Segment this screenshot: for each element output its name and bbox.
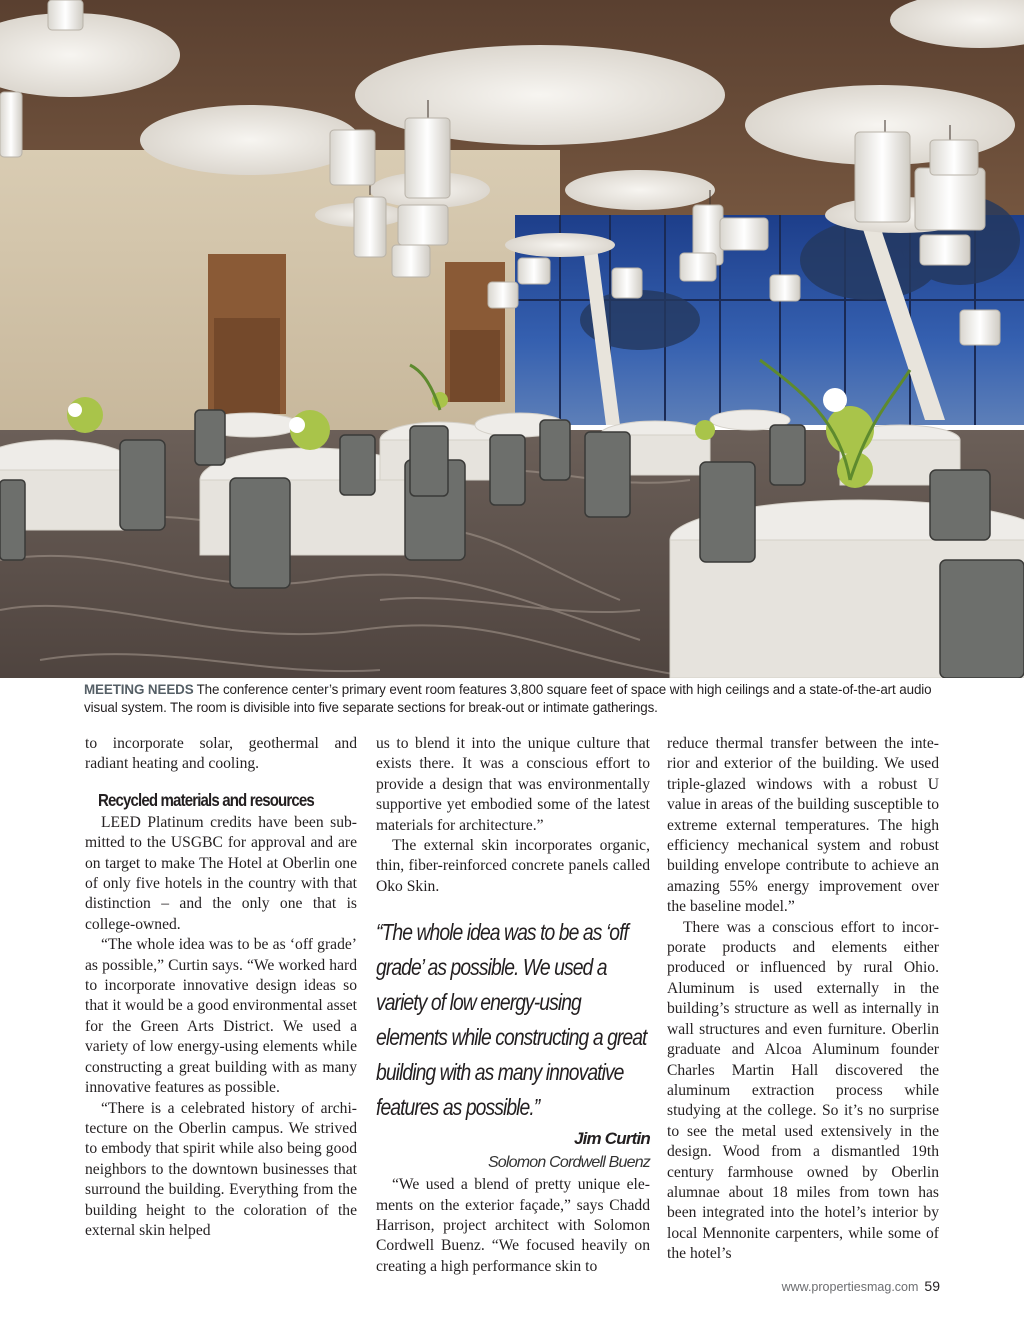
article-column-1 <box>85 734 357 1241</box>
paragraph: There was a conscious effort to incorporate products and elements either produced or influenced by rural Ohio. Aluminum is used externally in the building’s structure as well as internally in wall structures and even furniture. Oberlin graduate and Alcoa Aluminum founder Charles Martin Hall discovered the aluminum extraction process while studying at the college. So it’s no surprise to see the metal used extensively in the design. Wood from a dismantled 19th century farmhouse owned by Oberlin alumnae about 18 miles from town has been integrated into the hotel’s interior by local Mennonite carpenters, while some of the hotel’s <box>667 918 939 1263</box>
pull-quote: “The whole idea was to be as ‘off grade’ as possible. We used a variety of low energy-using elements while constructing a great building with as many innovative features as possible.” <box>376 919 647 1121</box>
caption-text: The conference center’s primary event room features 3,800 square feet of space with high ceilings and a state-of-the-art audio visual system. The room is divisible into five separate sections for break-out or intimate gatherings. <box>84 682 932 715</box>
page-footer <box>782 1278 940 1294</box>
footer-url[interactable]: www.propertiesmag.com <box>781 1280 919 1294</box>
paragraph: “There is a celebrated history of architecture on the Oberlin campus. We strived to embody that spirit while also being good neighbors to the downtown businesses that surround the building. Everything from the building height to the coloration of the external skin helped <box>85 1099 357 1239</box>
paragraph: to incorporate solar, geothermal and radiant heating and cooling. <box>85 735 357 773</box>
caption-lead: MEETING NEEDS <box>84 682 194 697</box>
paragraph: reduce thermal transfer between the interior and exterior of the building. We used triple-glazed windows with a robust U value in areas of the building susceptible to extreme external temperatures. The high efficiency mechanical system and robust building envelope contribute to achieve an amazing 55% energy improvement over the baseline model.” <box>667 735 939 916</box>
article-column-2 <box>376 734 650 1277</box>
paragraph: LEED Platinum credits have been submitted to the USGBC for approval and are on target to make The Hotel at Oberlin one of only five hotels in the country with that distinction – and the only one that is college-owned. <box>85 813 357 933</box>
paragraph: “We used a blend of pretty unique elements on the exterior façade,” says Chadd Harrison, project architect with Solomon Cordwell Buenz. “We focused heavily on creating a high performance skin to <box>376 1176 650 1275</box>
paragraph: “The whole idea was to be as ‘off grade’ as possible,” Curtin says. “We worked hard to incorporate innovative design ideas so that it would be a good environmental asset for the Green Arts District. We used a variety of low energy-using elements while constructing a great building with as many innovative features as possible. <box>85 936 357 1097</box>
section-subhead: Recycled materials and resources <box>98 789 314 810</box>
pull-quote-attribution-name: Jim Curtin <box>573 1129 650 1149</box>
paragraph: The external skin incorporates organic, thin, fiber-reinforced concrete panels called Oko Skin. <box>376 837 650 895</box>
paragraph: us to blend it into the unique culture that exists there. It was a conscious effort to provide a design that was environmentally supportive yet embodied some of the latest materials for architecture.” <box>376 735 650 834</box>
photo-caption <box>84 681 954 717</box>
page-number: 59 <box>924 1278 940 1294</box>
article-column-3 <box>667 734 939 1265</box>
pull-quote-attribution-org: Solomon Cordwell Buenz <box>487 1154 650 1172</box>
